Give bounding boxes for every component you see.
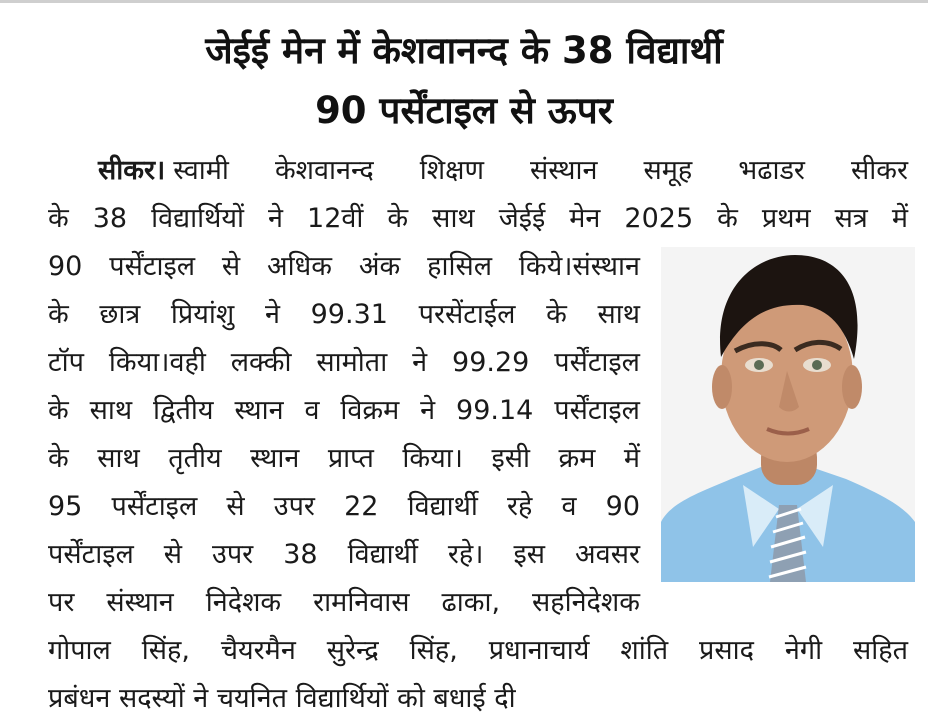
headline-line-1: जेईई मेन में केशवानन्द के 38 विद्यार्थी bbox=[205, 29, 723, 72]
article-line-8: 95 पर्सेंटाइल से उपर 22 विद्यार्थी रहे व 90 bbox=[48, 491, 640, 522]
article-line-4: के छात्र प्रियांशु ने 99.31 परसेंटाईल के साथ bbox=[48, 299, 640, 330]
article-line-6: के साथ द्वितीय स्थान व विक्रम ने 99.14 पर्सेंटाइल bbox=[48, 395, 640, 426]
article-line-1-text: स्वामी केशवानन्द शिक्षण संस्थान समूह भढाडर सीकर bbox=[173, 155, 908, 186]
dateline: सीकर। bbox=[98, 155, 166, 186]
article-line-9: पर्सेंटाइल से उपर 38 विद्यार्थी रहे। इस अवसर bbox=[48, 539, 640, 570]
article-line-12: प्रबंधन सदस्यों ने चयनित विद्यार्थियों को बधाई दी bbox=[48, 683, 516, 714]
student-photo bbox=[661, 247, 915, 582]
article-line-7: के साथ तृतीय स्थान प्राप्त किया। इसी क्रम में bbox=[48, 443, 640, 474]
article-line-11: गोपाल सिंह, चैयरमैन सुरेन्द्र सिंह, प्रधानाचार्य शांति प्रसाद नेगी सहित bbox=[48, 635, 908, 666]
article-line-2: के 38 विद्यार्थियों ने 12वीं के साथ जेईई मेन 2025 के प्रथम सत्र में bbox=[48, 203, 908, 234]
article-line-3: 90 पर्सेंटाइल से अधिक अंक हासिल किये।संस्थान bbox=[48, 251, 640, 282]
headline-line-2: 90 पर्सेंटाइल से ऊपर bbox=[315, 89, 613, 132]
top-rule bbox=[0, 0, 928, 3]
article-line-1 bbox=[98, 153, 908, 189]
article-line-5: टॉप किया।वही लक्की सामोता ने 99.29 पर्सेंटाइल bbox=[48, 347, 640, 378]
article-line-10: पर संस्थान निदेशक रामनिवास ढाका, सहनिदेशक bbox=[48, 587, 640, 618]
